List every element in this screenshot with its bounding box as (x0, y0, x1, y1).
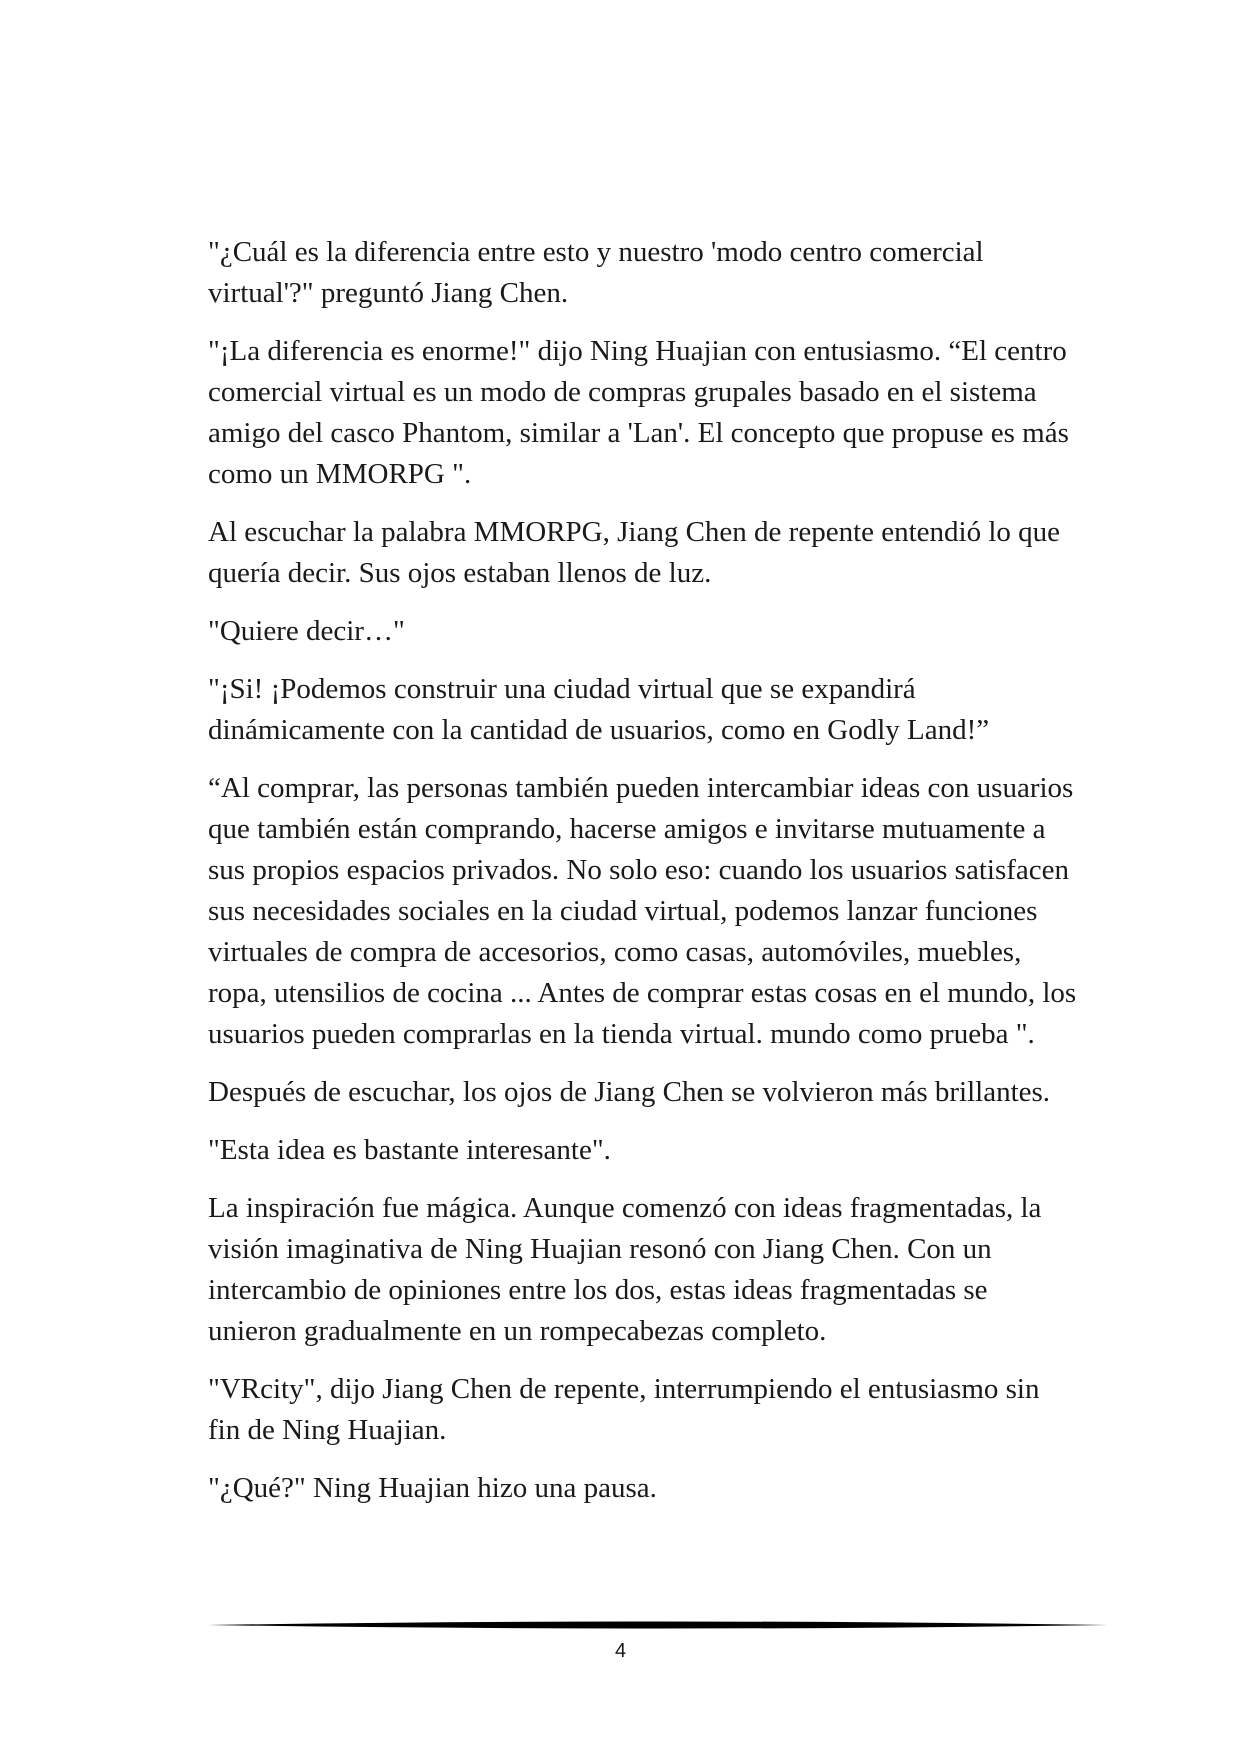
paragraph-8: "Esta idea es bastante interesante". (208, 1134, 611, 1166)
paragraph-3: Al escuchar la palabra MMORPG, Jiang Chen de repente entendió lo que quería decir. Sus ojos estaban llenos de luz. (208, 516, 1061, 589)
paragraph-10: "VRcity", dijo Jiang Chen de repente, interrumpiendo el entusiasmo sin fin de Ning Huajian. (208, 1373, 1040, 1446)
body-text (208, 232, 1078, 1526)
paragraph-5: "¡Si! ¡Podemos construir una ciudad virtual que se expandirá dinámicamente con la cantidad de usuarios, como en Godly Land!” (208, 673, 990, 746)
paragraph-11: "¿Qué?" Ning Huajian hizo una pausa. (208, 1472, 657, 1504)
paragraph-7: Después de escuchar, los ojos de Jiang Chen se volvieron más brillantes. (208, 1076, 1051, 1108)
page-number: 4 (614, 1640, 627, 1662)
paragraph-4: "Quiere decir…" (208, 615, 405, 647)
paragraph-2: "¡La diferencia es enorme!" dijo Ning Huajian con entusiasmo. “El centro comercial virtual es un modo de compras grupales basado en el sistema amigo del casco Phantom, similar a 'Lan'. El concepto que propuse es más como un MMORPG ". (208, 335, 1069, 490)
paragraph-1: "¿Cuál es la diferencia entre esto y nuestro 'modo centro comercial virtual'?" preguntó Jiang Chen. (208, 236, 984, 309)
footer-divider (208, 1618, 1108, 1632)
paragraph-9: La inspiración fue mágica. Aunque comenzó con ideas fragmentadas, la visión imaginativa de Ning Huajian resonó con Jiang Chen. Con un intercambio de opiniones entre los dos, estas ideas fragmentadas se unieron gradualmente en un rompecabezas completo. (208, 1192, 1042, 1347)
paragraph-6: “Al comprar, las personas también pueden intercambiar ideas con usuarios que también están comprando, hacerse amigos e invitarse mutuamente a sus propios espacios privados. No solo eso: cuando los usuarios satisfacen sus necesidades sociales en la ciudad virtual, podemos lanzar funciones virtuales de compra de accesorios, como casas, automóviles, muebles, ropa, utensilios de cocina ... Antes de comprar estas cosas en el mundo, los usuarios pueden comprarlas en la tienda virtual. mundo como prueba ". (208, 772, 1077, 1050)
